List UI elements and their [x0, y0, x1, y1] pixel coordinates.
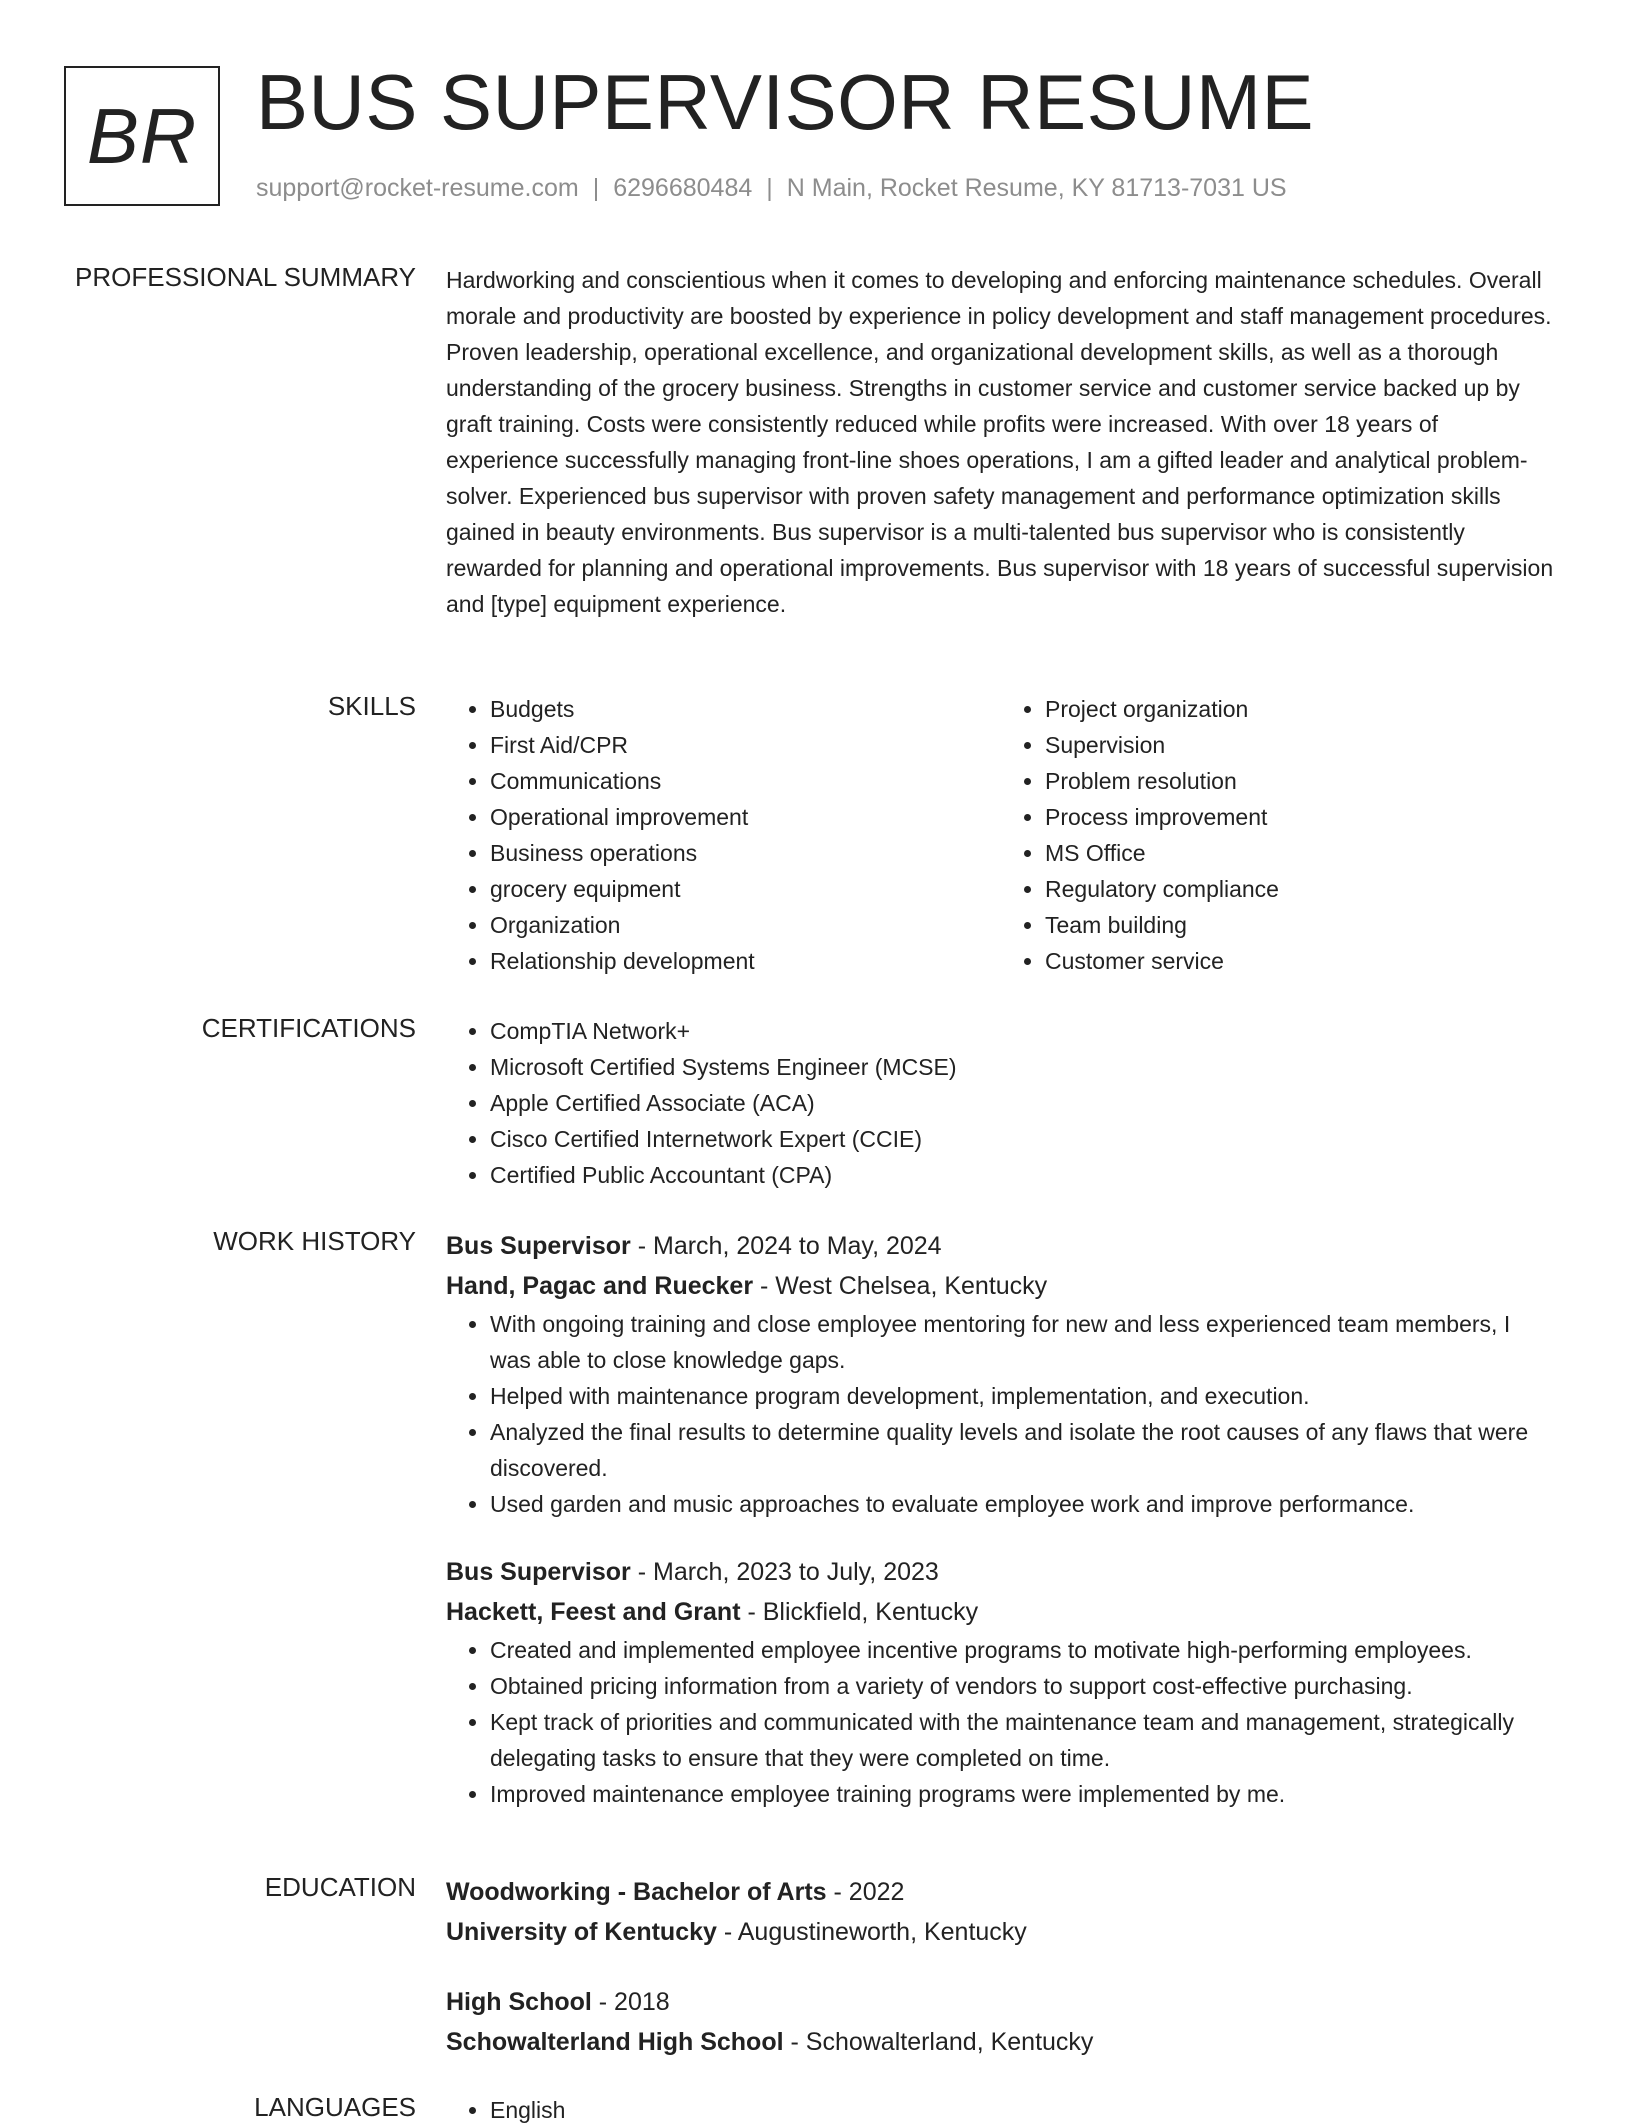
job-location: - Blickfield, Kentucky: [740, 1598, 979, 1626]
education-entry: [446, 1872, 1556, 1952]
job-company: Hackett, Feest and Grant: [446, 1598, 741, 1626]
job-location: - West Chelsea, Kentucky: [753, 1272, 1048, 1300]
job-duty: • Used garden and music approaches to evaluate employee work and improve performance.: [490, 1486, 1556, 1522]
skill-item: • Organization: [490, 907, 1001, 943]
skill-item: • Customer service: [1045, 943, 1556, 979]
section-heading: PROFESSIONAL SUMMARY: [75, 262, 416, 292]
education-school: University of Kentucky: [446, 1918, 717, 1946]
certification-item: • Cisco Certified Internetwork Expert (CCIE): [490, 1121, 1556, 1157]
job-dates: - March, 2024 to May, 2024: [630, 1232, 942, 1260]
job-duty: • Helped with maintenance program development, implementation, and execution.: [490, 1378, 1556, 1414]
skill-item: • Process improvement: [1045, 799, 1556, 835]
job-company-line: [446, 1592, 1556, 1632]
skill-item: • Operational improvement: [490, 799, 1001, 835]
skill-item: • Project organization: [1045, 691, 1556, 727]
section-heading: SKILLS: [327, 691, 416, 721]
job-entry: [446, 1552, 1556, 1812]
job-entry: [446, 1226, 1556, 1522]
education-degree: Woodworking - Bachelor of Arts: [446, 1878, 827, 1906]
skills-list-left: [446, 691, 1001, 979]
job-title-line: [446, 1226, 1556, 1266]
skill-item: • Budgets: [490, 691, 1001, 727]
job-company-line: [446, 1266, 1556, 1306]
education-location: - Schowalterland, Kentucky: [783, 2028, 1094, 2056]
skill-item: • Problem resolution: [1045, 763, 1556, 799]
education-degree-line: [446, 1872, 1556, 1912]
skill-item: • Supervision: [1045, 727, 1556, 763]
skill-item: • MS Office: [1045, 835, 1556, 871]
skill-item: • Communications: [490, 763, 1001, 799]
job-duties-list: [446, 1306, 1556, 1522]
certification-item: • Certified Public Accountant (CPA): [490, 1157, 1556, 1193]
contact-address: N Main, Rocket Resume, KY 81713-7031 US: [786, 174, 1287, 202]
job-dates: - March, 2023 to July, 2023: [630, 1558, 939, 1586]
certification-item: • CompTIA Network+: [490, 1013, 1556, 1049]
job-title-line: [446, 1552, 1556, 1592]
certifications-list: [446, 1013, 1556, 1193]
contact-email[interactable]: support@rocket-resume.com: [256, 174, 579, 202]
resume-title: BUS SUPERVISOR RESUME: [256, 58, 1314, 146]
education-year: - 2018: [591, 1988, 670, 2016]
section-heading: CERTIFICATIONS: [201, 1013, 416, 1043]
job-company: Hand, Pagac and Ruecker: [446, 1272, 754, 1300]
education-degree: High School: [446, 1988, 592, 2016]
language-item: • English: [490, 2092, 1556, 2128]
skill-item: • Relationship development: [490, 943, 1001, 979]
certification-item: • Apple Certified Associate (ACA): [490, 1085, 1556, 1121]
education-degree-line: [446, 1982, 1556, 2022]
job-duty: • Improved maintenance employee training programs were implemented by me.: [490, 1776, 1556, 1812]
contact-separator: |: [592, 174, 600, 202]
job-duty: • Kept track of priorities and communicated with the maintenance team and management, strategically delegating tasks to ensure that they were completed on time.: [490, 1704, 1556, 1776]
contact-separator: |: [766, 174, 773, 202]
job-title: Bus Supervisor: [446, 1558, 631, 1586]
education-year: - 2022: [826, 1878, 905, 1906]
skill-item: • Business operations: [490, 835, 1001, 871]
education-location: - Augustineworth, Kentucky: [716, 1918, 1027, 1946]
education-school-line: [446, 1912, 1556, 1952]
section-heading: EDUCATION: [264, 1872, 416, 1902]
section-heading: LANGUAGES: [254, 2092, 416, 2122]
section-heading: WORK HISTORY: [213, 1226, 416, 1256]
skill-item: • Team building: [1045, 907, 1556, 943]
job-duty: • With ongoing training and close employee mentoring for new and less experienced team members, I was able to close knowledge gaps.: [490, 1306, 1556, 1378]
skill-item: • grocery equipment: [490, 871, 1001, 907]
languages-list: [446, 2092, 1556, 2128]
education-entry: [446, 1982, 1556, 2062]
certification-item: • Microsoft Certified Systems Engineer (MCSE): [490, 1049, 1556, 1085]
job-duty: • Analyzed the final results to determine quality levels and isolate the root causes of any flaws that were discovered.: [490, 1414, 1556, 1486]
skill-item: • Regulatory compliance: [1045, 871, 1556, 907]
contact-line: [256, 174, 1287, 203]
skill-item: • First Aid/CPR: [490, 727, 1001, 763]
job-title: Bus Supervisor: [446, 1232, 631, 1260]
job-duty: • Created and implemented employee incentive programs to motivate high-performing employees.: [490, 1632, 1556, 1668]
monogram-logo: BR: [64, 66, 220, 206]
skills-list-right: [1001, 691, 1556, 979]
job-duty: • Obtained pricing information from a variety of vendors to support cost-effective purchasing.: [490, 1668, 1556, 1704]
job-duties-list: [446, 1632, 1556, 1812]
education-school-line: [446, 2022, 1556, 2062]
summary-text: Hardworking and conscientious when it comes to developing and enforcing maintenance schedules. Overall morale and productivity are boosted by experience in policy development and staff management procedures. Proven leadership, operational excellence, and organizational development skills, as well as a thorough understanding of the grocery business. Strengths in customer service and customer service backed up by graft training. Costs were consistently reduced while profits were increased. With over 18 years of experience successfully managing front-line shoes operations, I am a gifted leader and analytical problem-solver. Experienced bus supervisor with proven safety management and performance optimization skills gained in beauty environments. Bus supervisor is a multi-talented bus supervisor who is consistently rewarded for planning and operational improvements. Bus supervisor with 18 years of successful supervision and [type] equipment experience.: [446, 267, 1554, 617]
education-school: Schowalterland High School: [446, 2028, 784, 2056]
contact-phone[interactable]: 6296680484: [613, 174, 753, 202]
